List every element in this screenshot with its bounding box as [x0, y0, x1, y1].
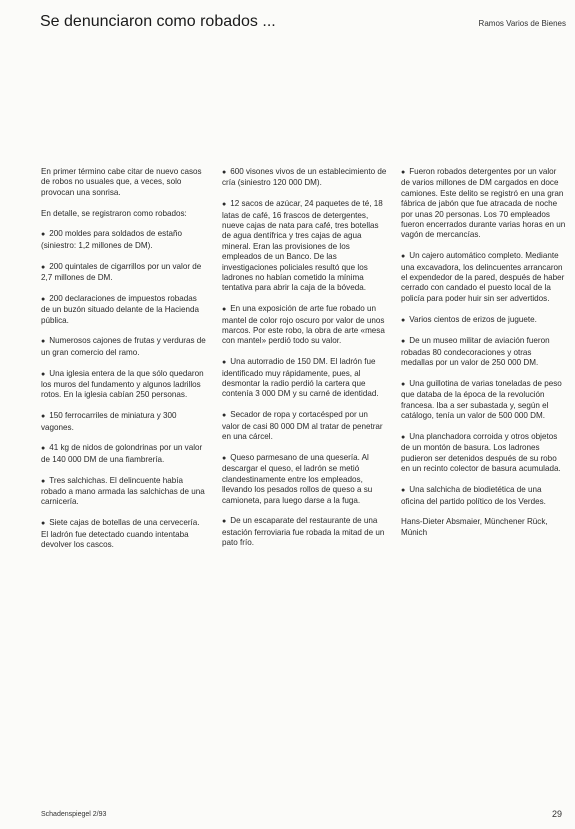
bullet-item: ● 600 visones vivos de un establecimiento de cría (siniestro 120 000 DM). [222, 167, 387, 189]
bullet-item: ● De un museo militar de aviación fueron robadas 80 condecoraciones y otras medallas por un valor de 250 000 DM. [401, 336, 566, 368]
page-title: Se denunciaron como robados ... [40, 13, 276, 30]
bullet-item: ● 12 sacos de azúcar, 24 paquetes de té, 18 latas de café, 16 frascos de detergentes, nueve cajas de nata para café, tres botellas de agua dentífrica y tres cajas de agua mineral. Eran las provisiones de los empleados de un Banco. De las investigaciones policiales resultó que los ladrones no habían cometido la mínima tentativa para abrir la caja de la bóveda. [222, 199, 387, 294]
bullet-item: ● Queso parmesano de una quesería. Al descargar el queso, el ladrón se metió clandestinamente entre los empleados, llevando los pesados rollos de queso a su camioneta, para luego darse a la fuga. [222, 453, 387, 506]
bullet-item: ● Una autorradio de 150 DM. El ladrón fue identificado muy rápidamente, pues, al desmontar la radio perdió la cartera que contenía 3 000 DM y su carné de identidad. [222, 357, 387, 400]
bullet-item: ● 41 kg de nidos de golondrinas por un valor de 140 000 DM de una fiambrería. [41, 443, 206, 465]
bullet-item: ● Una salchicha de biodietética de una oficina del partido político de los Verdes. [401, 485, 566, 507]
author-name: Hans-Dieter Absmaier, Münchener Rück, [401, 517, 548, 527]
bullet-item: ● En una exposición de arte fue robado un mantel de color rojo oscuro por valor de unos marcos. Por este robo, la obra de arte «mesa con mantel» perdió todo su valor. [222, 304, 387, 347]
bullet-item: ● De un escaparate del restaurante de una estación ferroviaria fue robada la mitad de un pato frío. [222, 516, 387, 548]
bullet-item: ● Una guillotina de varias toneladas de peso que databa de la época de la revolución francesa. Iba a ser subastada y, según el catálogo, tenía un valor de 500 000 DM. [401, 379, 566, 422]
bullet-item: ● 150 ferrocarriles de miniatura y 300 vagones. [41, 411, 206, 433]
bullet-item: ● Secador de ropa y cortacésped por un valor de casi 80 000 DM al tratar de penetrar en una cárcel. [222, 410, 387, 442]
bullet-item: ● Fueron robados detergentes por un valor de varios millones de DM cargados en doce camiones. Este delito se registró en una gran fábrica de jabón que fue atracada de noche por unas 20 personas. Los 70 empleados fueron encerrados durante varias horas en un vagón de mercancías. [401, 167, 566, 241]
bullet-item: ● Una iglesia entera de la que sólo quedaron los muros del fundamento y algunos ladrillos rotos. En la iglesia cabían 250 personas. [41, 369, 206, 401]
author-city: Múnich [401, 527, 428, 537]
bullet-item: ● Un cajero automático completo. Mediante una excavadora, los delincuentes arrancaron el expendedor de la pared, después de haber cerrado con candado el puesto local de la policía para poder huir sin ser advertidos. [401, 251, 566, 304]
bullet-item: ● 200 moldes para soldados de estaño (siniestro: 1,2 millones de DM). [41, 229, 206, 251]
text-column-3 [401, 167, 566, 538]
bullet-item: ● 200 declaraciones de impuestos robadas de un buzón situado delante de la Hacienda pública. [41, 294, 206, 326]
bullet-item: ● Siete cajas de botellas de una cervecería. El ladrón fue detectado cuando intentaba devolver los cascos. [41, 518, 206, 550]
bullet-item: ● 200 quintales de cigarrillos por un valor de 2,7 millones de DM. [41, 262, 206, 284]
publication-footer: Schadenspiegel 2/93 [41, 811, 107, 818]
bullet-item: ● Una planchadora corroida y otros objetos de un montón de basura. Los ladrones pudieron ser detenidos después de su robo en un recinto colector de basura acumulada. [401, 432, 566, 475]
bullet-item: ● Varios cientos de erizos de juguete. [401, 315, 566, 326]
text-column-1 [41, 167, 206, 561]
paragraph: En detalle, se registraron como robados: [41, 208, 187, 218]
text-column-2 [222, 167, 387, 559]
paragraph: En primer término cabe citar de nuevo casos de robos no usuales que, a veces, solo provocan una sonrisa. [41, 167, 202, 197]
bullet-item: ● Tres salchichas. El delincuente había robado a mano armada las salchichas de una carnicería. [41, 476, 206, 508]
bullet-item: ● Numerosos cajones de frutas y verduras de un gran comercio del ramo. [41, 336, 206, 358]
section-label: Ramos Varios de Bienes [478, 19, 566, 28]
page-number: 29 [551, 809, 562, 819]
column-3-items [401, 167, 566, 507]
author-signature [401, 517, 566, 538]
